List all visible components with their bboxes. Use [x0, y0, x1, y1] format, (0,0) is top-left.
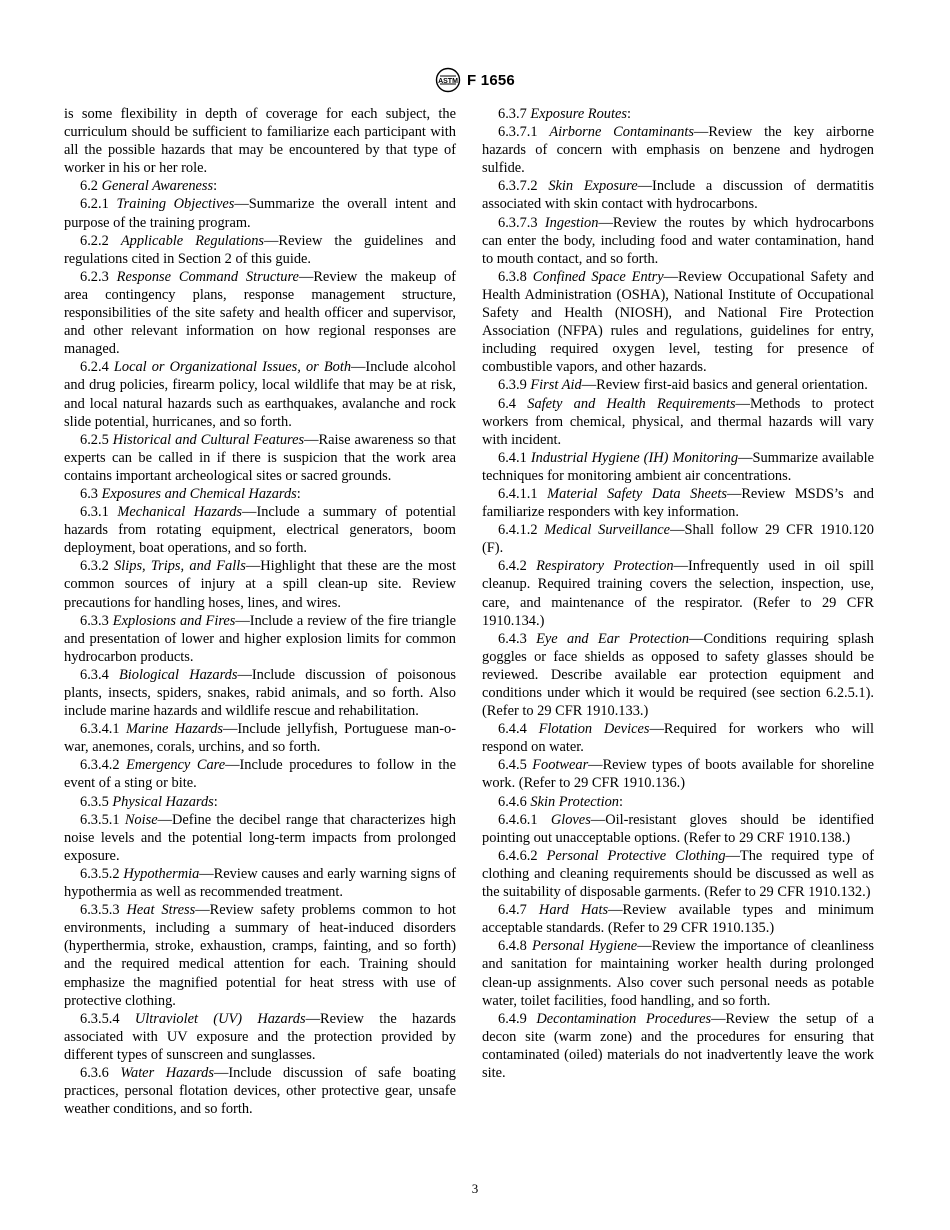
- section-title: Marine Hazards: [125, 721, 223, 738]
- section-text: —Review types of boots available for shoreline work. (Refer to 29 CFR 1910.136.): [482, 757, 874, 792]
- section-number: 6.3.9: [498, 377, 531, 394]
- section-title: Historical and Cultural Features: [112, 431, 305, 448]
- section-number: 6.3.6: [80, 1064, 121, 1081]
- section-number: 6.4.2: [498, 558, 537, 575]
- section-paragraph: [64, 485, 456, 503]
- standard-designation: F 1656: [467, 71, 515, 89]
- section-text: —Include procedures to follow in the event of a sting or bite.: [64, 757, 457, 792]
- left-column: [64, 105, 456, 1118]
- section-text: —Include jellyfish, Portuguese man-o-war, anemones, corals, urchins, and so forth.: [64, 721, 457, 756]
- section-number: 6.4.3: [498, 630, 537, 647]
- section-text: —Review the guidelines and regulations cited in Section 2 of this guide.: [64, 232, 456, 267]
- section-number: 6.3.5.4: [80, 1010, 135, 1027]
- section-paragraph: [482, 268, 874, 377]
- section-paragraph: [64, 865, 456, 901]
- section-title: Decontamination Procedures: [536, 1010, 712, 1027]
- section-number: 6.3: [80, 485, 102, 502]
- section-text: —Review first-aid basics and general orientation.: [581, 377, 868, 394]
- section-paragraph: [64, 232, 456, 268]
- section-text: :: [213, 793, 218, 810]
- section-text: :: [618, 793, 623, 810]
- section-text: —Include discussion of poisonous plants, insects, spiders, snakes, rabid animals, and so forth. Also include marine hazards and wildlife rescue and rehabilitation.: [64, 666, 456, 720]
- section-title: Ingestion: [544, 214, 599, 231]
- section-number: 6.3.7.2: [498, 178, 549, 195]
- section-paragraph: [64, 793, 456, 811]
- section-title: Hard Hats: [538, 902, 609, 919]
- section-title: Respiratory Protection: [536, 558, 674, 575]
- section-title: Slips, Trips, and Falls: [114, 558, 246, 575]
- section-title: Explosions and Fires: [112, 612, 236, 629]
- section-number: 6.3.7: [498, 106, 531, 122]
- section-number: 6.3.8: [498, 268, 533, 285]
- section-text: —Shall follow 29 CFR 1910.120 (F).: [482, 522, 874, 557]
- section-title: Response Command Structure: [116, 268, 299, 285]
- section-number: 6.3.4: [80, 666, 120, 683]
- section-title: Mechanical Hazards: [117, 504, 243, 521]
- section-number: 6.3.4.1: [80, 721, 126, 738]
- section-text: :: [296, 485, 301, 502]
- section-paragraph: [482, 793, 874, 811]
- section-title: Emergency Care: [126, 757, 226, 774]
- section-paragraph: [482, 557, 874, 629]
- section-paragraph: [64, 105, 456, 177]
- section-number: 6.4.8: [498, 938, 533, 955]
- section-paragraph: [482, 521, 874, 557]
- section-text: —Review safety problems common to hot environments, including a summary of heat-induced disorders (hyperthermia, stroke, exhaustion, cramps, fainting, and so forth) and the required medical attention for each. Training should emphasize the magnified potential for heat stress with use of protective clothing.: [64, 902, 457, 1009]
- section-text: —Oil-resistant gloves should be identified pointing out unacceptable options. (Refer to 29 CRF 1910.138.): [482, 811, 874, 846]
- section-number: 6.4.6.2: [498, 847, 547, 864]
- section-number: 6.3.7.1: [498, 124, 550, 141]
- section-number: 6.4.6.1: [498, 811, 551, 828]
- section-number: 6.2: [80, 178, 102, 195]
- section-text: is some flexibility in depth of coverage for each subject, the curriculum should be sufficient to familiarize each participant with all the possible hazards that may be encountered by that type of worker in his or her role.: [64, 106, 456, 177]
- section-number: 6.4.5: [498, 757, 533, 774]
- section-text: :: [213, 178, 218, 195]
- section-text: —Review the makeup of area contingency plans, response management structure, responsibilities of the site safety and health officer and supervisor, and other relevant information on how regional responses are managed.: [64, 268, 457, 358]
- section-title: Industrial Hygiene (IH) Monitoring: [530, 449, 739, 466]
- section-title: Heat Stress: [126, 902, 196, 919]
- section-number: 6.3.2: [80, 558, 115, 575]
- section-paragraph: [64, 557, 456, 611]
- section-number: 6.3.7.3: [498, 214, 545, 231]
- section-title: Flotation Devices: [538, 721, 650, 738]
- section-title: Skin Protection: [530, 793, 619, 810]
- section-title: Physical Hazards: [112, 793, 214, 810]
- section-text: :: [626, 106, 631, 122]
- section-text: —Conditions requiring splash goggles or face shields as opposed to safety glasses should be reviewed. Describe available ear protection equipment and conditions under which it would be required (see section 6.2.5.1). (Refer to 29 CFR 1910.133.): [482, 630, 874, 720]
- section-text: —Highlight that these are the most common sources of injury at a spill clean-up site. Review precautions for handling hoses, lines, and wires.: [64, 558, 457, 611]
- section-paragraph: [482, 376, 874, 394]
- section-paragraph: [482, 901, 874, 937]
- section-title: Medical Surveillance: [544, 522, 671, 539]
- logo-text: ASTM: [438, 77, 458, 85]
- section-paragraph: [64, 268, 456, 358]
- section-title: Exposures and Chemical Hazards: [101, 485, 297, 502]
- section-title: Biological Hazards: [119, 666, 238, 683]
- section-text: —The required type of clothing and cleaning requirements should be discussed as well as the suitability of disposable garments. (Refer to 29 CFR 1910.132.): [482, 847, 874, 901]
- section-number: 6.4.9: [498, 1010, 537, 1027]
- astm-logo-icon: [435, 67, 461, 93]
- section-paragraph: [482, 811, 874, 847]
- section-paragraph: [482, 105, 874, 123]
- section-text: —Define the decibel range that characterizes high noise levels and the potential long-term impacts from prolonged exposure.: [64, 811, 456, 864]
- section-text: —Review MSDS’s and familiarize responders with key information.: [482, 485, 874, 521]
- section-paragraph: [482, 485, 874, 521]
- section-number: 6.4: [498, 395, 528, 412]
- section-number: 6.2.3: [80, 268, 117, 285]
- section-paragraph: [64, 720, 456, 756]
- section-number: 6.4.7: [498, 902, 539, 919]
- section-number: 6.3.5.2: [80, 865, 124, 882]
- section-paragraph: [64, 811, 456, 865]
- section-paragraph: [482, 449, 874, 485]
- section-paragraph: [64, 503, 456, 557]
- section-title: Hypothermia: [123, 865, 200, 882]
- section-title: Personal Hygiene: [532, 938, 638, 955]
- section-title: Safety and Health Requirements: [527, 395, 736, 412]
- section-title: Airborne Contaminants: [549, 124, 694, 141]
- section-paragraph: [482, 630, 874, 720]
- section-paragraph: [482, 720, 874, 756]
- section-paragraph: [64, 431, 456, 485]
- section-title: Eye and Ear Protection: [536, 630, 690, 647]
- section-paragraph: [64, 1010, 456, 1064]
- section-number: 6.3.1: [80, 504, 118, 521]
- section-text: —Review causes and early warning signs of hypothermia as well as recommended treatment.: [64, 865, 457, 901]
- section-title: Noise: [124, 811, 158, 828]
- section-paragraph: [482, 177, 874, 213]
- section-text: —Include a summary of potential hazards from rotating equipment, electrical generators, boom deployment, boat operations, and so forth.: [64, 504, 457, 557]
- section-number: 6.2.5: [80, 431, 113, 448]
- section-title: Personal Protective Clothing: [546, 847, 726, 864]
- section-paragraph: [64, 666, 456, 720]
- section-text: —Review the importance of cleanliness and sanitation for maintaining worker health during prolonged clean-up assignments. Also cover such personal needs as potable water, toilet facilities, food handling, and so forth.: [482, 938, 874, 1009]
- section-title: Training Objectives: [116, 196, 235, 213]
- section-paragraph: [64, 901, 456, 1010]
- section-number: 6.2.4: [80, 359, 114, 376]
- section-title: Confined Space Entry: [532, 268, 664, 285]
- section-text: —Methods to protect workers from chemical, physical, and thermal hazards will vary with incident.: [482, 395, 874, 448]
- section-title: Local or Organizational Issues, or Both: [113, 359, 352, 376]
- section-text: —Review the setup of a decon site (warm zone) and the procedures for ensuring that contaminated (oiled) materials do not inadvertently leave the work site.: [482, 1010, 874, 1081]
- section-number: 6.4.1.2: [498, 522, 545, 539]
- section-text: —Raise awareness so that experts can be called in if there is suspicion that the work area contains important archeological sites or sacred grounds.: [64, 431, 456, 484]
- section-title: Skin Exposure: [548, 178, 638, 195]
- section-number: 6.4.4: [498, 721, 539, 738]
- section-title: Applicable Regulations: [120, 232, 264, 249]
- section-number: 6.4.1.1: [498, 485, 548, 502]
- section-number: 6.2.1: [80, 196, 117, 213]
- section-text: —Include discussion of safe boating practices, personal flotation devices, other protective gear, unsafe weather conditions, and so forth.: [64, 1064, 456, 1118]
- section-paragraph: [64, 177, 456, 195]
- section-number: 6.4.1: [498, 449, 531, 466]
- section-title: Gloves: [550, 811, 591, 828]
- section-number: 6.4.6: [498, 793, 531, 810]
- section-text: —Review the key airborne hazards of concern with emphasis on benzene and hydrogen sulfide.: [482, 124, 874, 177]
- page-header: [0, 66, 950, 94]
- section-number: 6.3.5.3: [80, 902, 127, 919]
- section-title: Material Safety Data Sheets: [547, 485, 727, 502]
- section-paragraph: [482, 214, 874, 268]
- section-number: 6.2.2: [80, 232, 121, 249]
- section-number: 6.3.5.1: [80, 811, 125, 828]
- section-paragraph: [482, 395, 874, 449]
- section-text: —Summarize the overall intent and purpose of the training program.: [64, 196, 456, 231]
- section-text: —Review available types and minimum acceptable standards. (Refer to 29 CFR 1910.135.): [482, 902, 875, 937]
- section-title: Water Hazards: [120, 1064, 214, 1081]
- section-paragraph: [482, 937, 874, 1009]
- section-text: —Review the hazards associated with UV exposure and the protection provided by different types of sunscreen and sunglasses.: [64, 1010, 457, 1063]
- section-title: General Awareness: [101, 178, 214, 195]
- section-text: —Review the routes by which hydrocarbons can enter the body, including food and water contamination, hand to mouth contact, and so forth.: [482, 214, 874, 267]
- section-paragraph: [64, 1064, 456, 1118]
- section-paragraph: [64, 358, 456, 430]
- section-text: —Include alcohol and drug policies, firearm policy, local wildlife that may be at risk, and local natural hazards such as earthquakes, avalanche and rock slide potential, hurricanes, and so forth.: [64, 359, 456, 430]
- section-title: First Aid: [530, 377, 582, 394]
- section-paragraph: [64, 756, 456, 792]
- section-text: —Include a discussion of dermatitis associated with skin contact with hydrocarbons.: [482, 178, 874, 213]
- section-text: —Include a review of the fire triangle and presentation of lower and higher explosion limits for common hydrocarbon products.: [64, 612, 456, 665]
- section-number: 6.3.3: [80, 612, 113, 629]
- section-number: 6.3.4.2: [80, 757, 127, 774]
- section-paragraph: [482, 847, 874, 901]
- section-title: Exposure Routes: [530, 106, 627, 122]
- section-number: 6.3.5: [80, 793, 113, 810]
- section-text: —Summarize available techniques for monitoring ambient air concentrations.: [482, 449, 874, 484]
- page-number: 3: [471, 1181, 479, 1196]
- section-paragraph: [64, 195, 456, 231]
- section-text: —Review Occupational Safety and Health Administration (OSHA), National Institute of Occupational Safety and Health (NIOSH), and National Fire Protection Association (NFPA) rules and regulations, guidelines for entry, including required oxygen level, testing for presence of combustible vapors, and other hazards.: [482, 268, 874, 376]
- section-text: —Required for workers who will respond on water.: [482, 721, 874, 756]
- section-title: Footwear: [532, 757, 589, 774]
- section-paragraph: [482, 123, 874, 177]
- section-text: —Infrequently used in oil spill cleanup. Required training covers the selection, inspection, use, care, and maintenance of the respirator. (Refer to 29 CFR 1910.134.): [482, 558, 874, 629]
- section-paragraph: [482, 756, 874, 792]
- section-paragraph: [64, 612, 456, 666]
- right-column: [482, 105, 874, 1082]
- section-title: Ultraviolet (UV) Hazards: [134, 1010, 306, 1027]
- section-paragraph: [482, 1010, 874, 1082]
